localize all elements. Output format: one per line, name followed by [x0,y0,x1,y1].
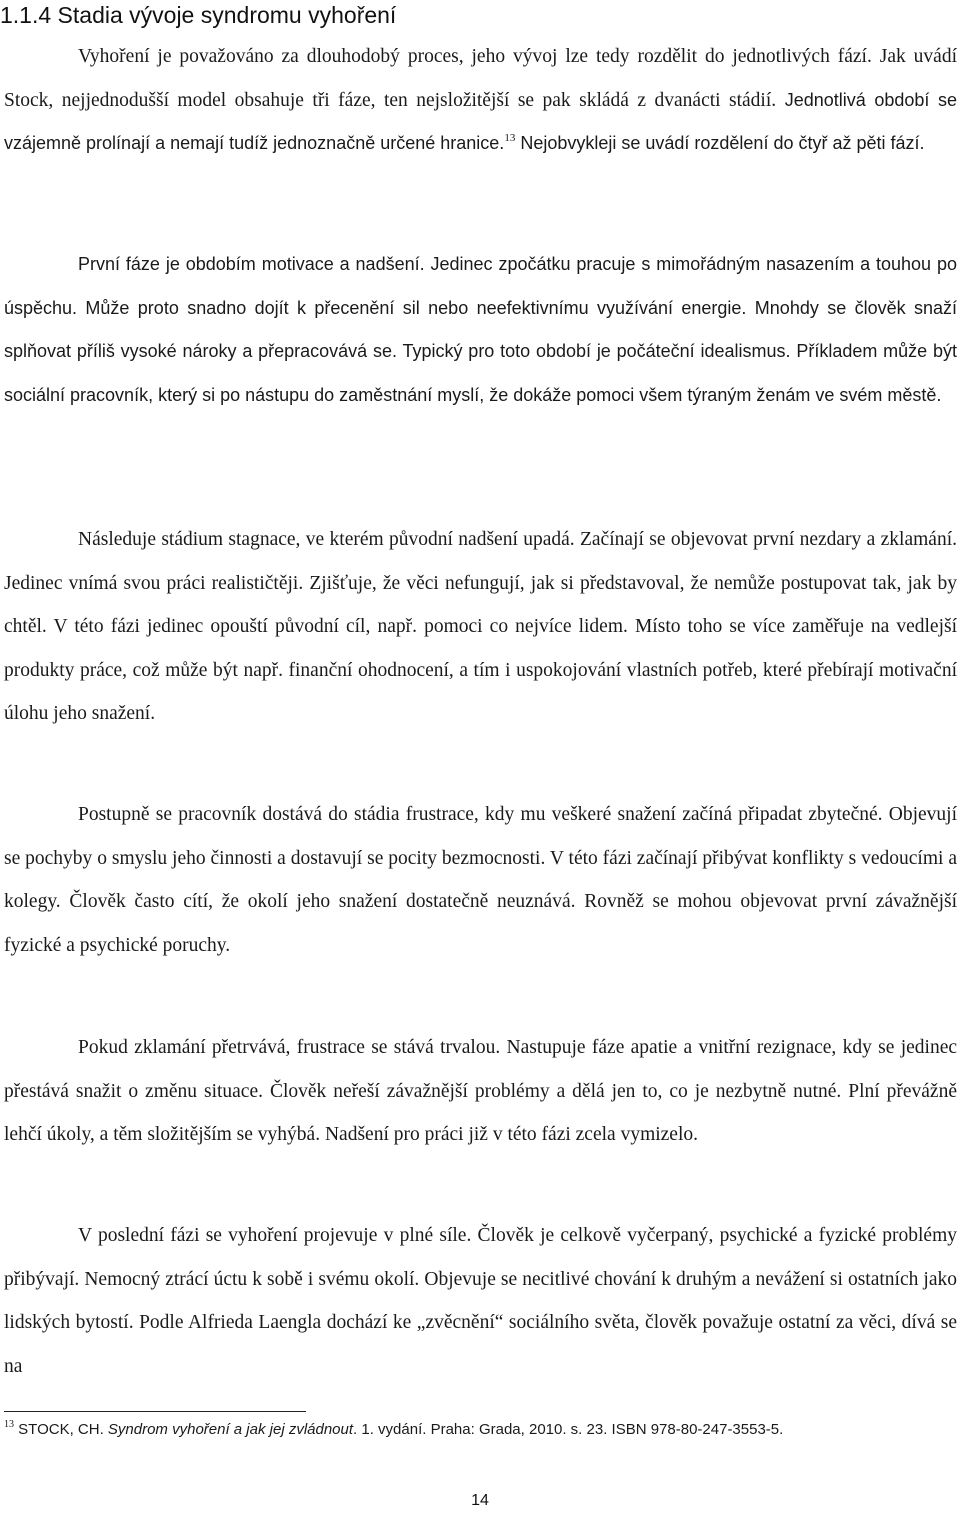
paragraph-phase-frustration: Postupně se pracovník dostává do stádia frustrace, kdy mu veškeré snažení začíná připadat zbytečné. Objevují se pochyby o smyslu jeho činnosti a dostavují se pocity bezmocnosti. V této fázi začínají přibývat konflikty s vedoucími a kolegy. Člověk často cítí, že okolí jeho snažení dostatečně neuznává. Rovněž se mohou objevovat první závažnější fyzické a psychické poruchy. [4,804,957,956]
section-heading: 1.1.4 Stadia vývoje syndromu vyhoření [0,2,397,28]
footnote-number: 13 [4,1419,14,1430]
paragraph-intro [4,35,957,166]
footnote-divider [4,1411,306,1412]
footnote-publication: . 1. vydání. Praha: Grada, 2010. s. 23. ISBN 978-80-247-3553-5. [353,1421,784,1438]
paragraph-intro-text-c: Nejobvykleji se uvádí rozdělení do čtyř až pěti fází. [515,133,925,154]
footnote [4,1419,957,1441]
paragraph-intro-text-a: Vyhoření je považováno za dlouhodobý proces, jeho vývoj lze tedy rozdělit do jednotlivých fází. Jak uvádí Stock, nejjednodušší model obsahuje tři fáze, ten nejsložitější se pak skládá z dvanácti stádií. [4,46,957,111]
paragraph-intro-text-b: Jednotlivá období se vzájemně prolínají a nemají tudíž jednoznačně určené hranice. [4,89,957,154]
page-number: 14 [471,1492,489,1509]
paragraph-phase-enthusiasm: První fáze je obdobím motivace a nadšení. Jedinec zpočátku pracuje s mimořádným nasazením a touhou po úspěchu. Může proto snadno dojít k přecenění sil nebo neefektivnímu využívání energie. Mnohdy se člověk snaží splňovat příliš vysoké nároky a přepracovává se. Typický pro toto období je počáteční idealismus. Příkladem může být sociální pracovník, který si po nástupu do zaměstnání myslí, že dokáže pomoci všem týraným ženám ve svém městě. [4,254,957,405]
footnote-author: STOCK, CH. [14,1421,108,1438]
paragraph-phase-burnout: V poslední fázi se vyhoření projevuje v plné síle. Člověk je celkově vyčerpaný, psychické a fyzické problémy přibývají. Nemocný ztrácí úctu k sobě i svému okolí. Objevuje se necitlivé chování k druhým a nevážení si ostatních jako lidských bytostí. Podle Alfrieda Laengla dochází ke „zvěcnění“ sociálního světa, člověk považuje ostatní za věci, dívá se na [4,1225,957,1377]
footnote-title: Syndrom vyhoření a jak jej zvládnout [107,1421,354,1438]
footnote-reference: 13 [504,132,516,145]
paragraph-phase-stagnation: Následuje stádium stagnace, ve kterém původní nadšení upadá. Začínají se objevovat první nezdary a zklamání. Jedinec vnímá svou práci realističtěji. Zjišťuje, že věci nefungují, jak si představoval, že nemůže postupovat tak, jak by chtěl. V této fázi jedinec opouští původní cíl, např. pomoci co nejvíce lidem. Místo toho se více zaměřuje na vedlejší produkty práce, což může být např. finanční ohodnocení, a tím i uspokojování vlastních potřeb, které přebírají motivační úlohu jeho snažení. [4,529,957,725]
paragraph-phase-apathy: Pokud zklamání přetrvává, frustrace se stává trvalou. Nastupuje fáze apatie a vnitřní rezignace, kdy se jedinec přestává snažit o změnu situace. Člověk neřeší závažnější problémy a dělá jen to, co je nezbytně nutné. Plní převážně lehčí úkoly, a těm složitějším se vyhýbá. Nadšení pro práci již v této fázi zcela vymizelo. [4,1037,957,1146]
